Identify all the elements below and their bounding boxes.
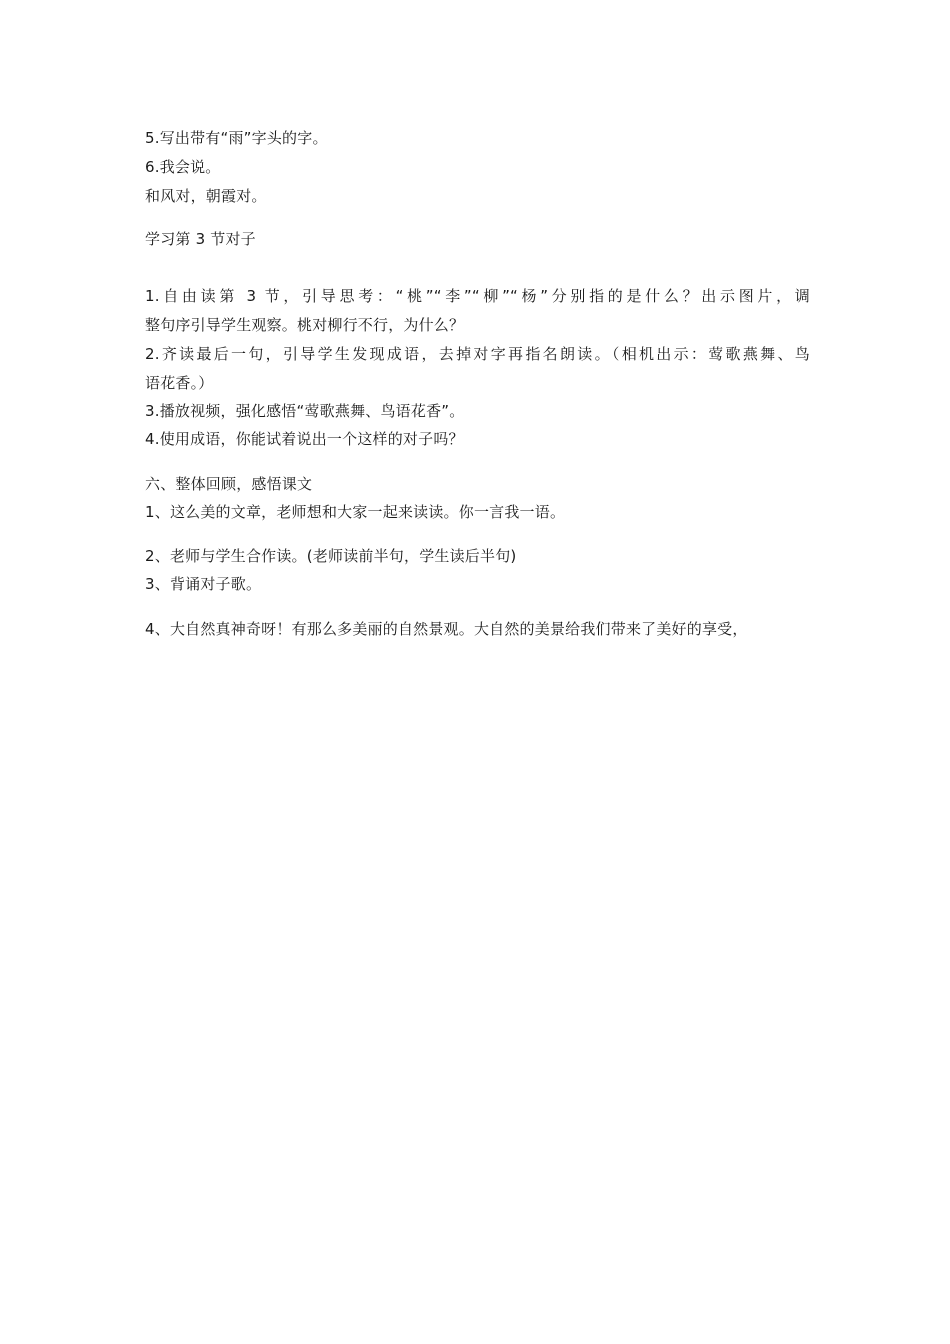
text-line-13: 2、老师与学生合作读。(老师读前半句，学生读后半句)	[145, 547, 517, 565]
text-line-2: 6.我会说。	[145, 158, 221, 176]
text-line-9: 3.播放视频，强化感悟“莺歌燕舞、鸟语花香”。	[145, 402, 465, 420]
text-line-6: 整句序引导学生观察。桃对柳行不行，为什么？	[145, 316, 465, 334]
section-heading: 学习第 3 节对子	[145, 230, 256, 248]
text-line-14: 3、背诵对子歌。	[145, 575, 262, 593]
text-line-7: 2.齐读最后一句，引导学生发现成语，去掉对字再指名朗读。（相机出示：莺歌燕舞、鸟	[145, 345, 810, 363]
text-line-5: 1.自由读第 3 节，引导思考：“桃”“李”“柳”“杨”分别指的是什么？出示图片，调	[145, 287, 810, 305]
text-line-8: 语花香。）	[145, 374, 214, 392]
text-line-15: 4、大自然真神奇呀！有那么多美丽的自然景观。大自然的美景给我们带来了美好的享受，	[145, 620, 748, 638]
text-line-12: 1、这么美的文章，老师想和大家一起来读读。你一言我一语。	[145, 503, 566, 521]
text-line-10: 4.使用成语，你能试着说出一个这样的对子吗？	[145, 430, 464, 448]
section-heading-six: 六、整体回顾，感悟课文	[145, 475, 313, 493]
text-line-1: 5.写出带有“雨”字头的字。	[145, 129, 328, 147]
text-line-3: 和风对，朝霞对。	[145, 187, 267, 205]
